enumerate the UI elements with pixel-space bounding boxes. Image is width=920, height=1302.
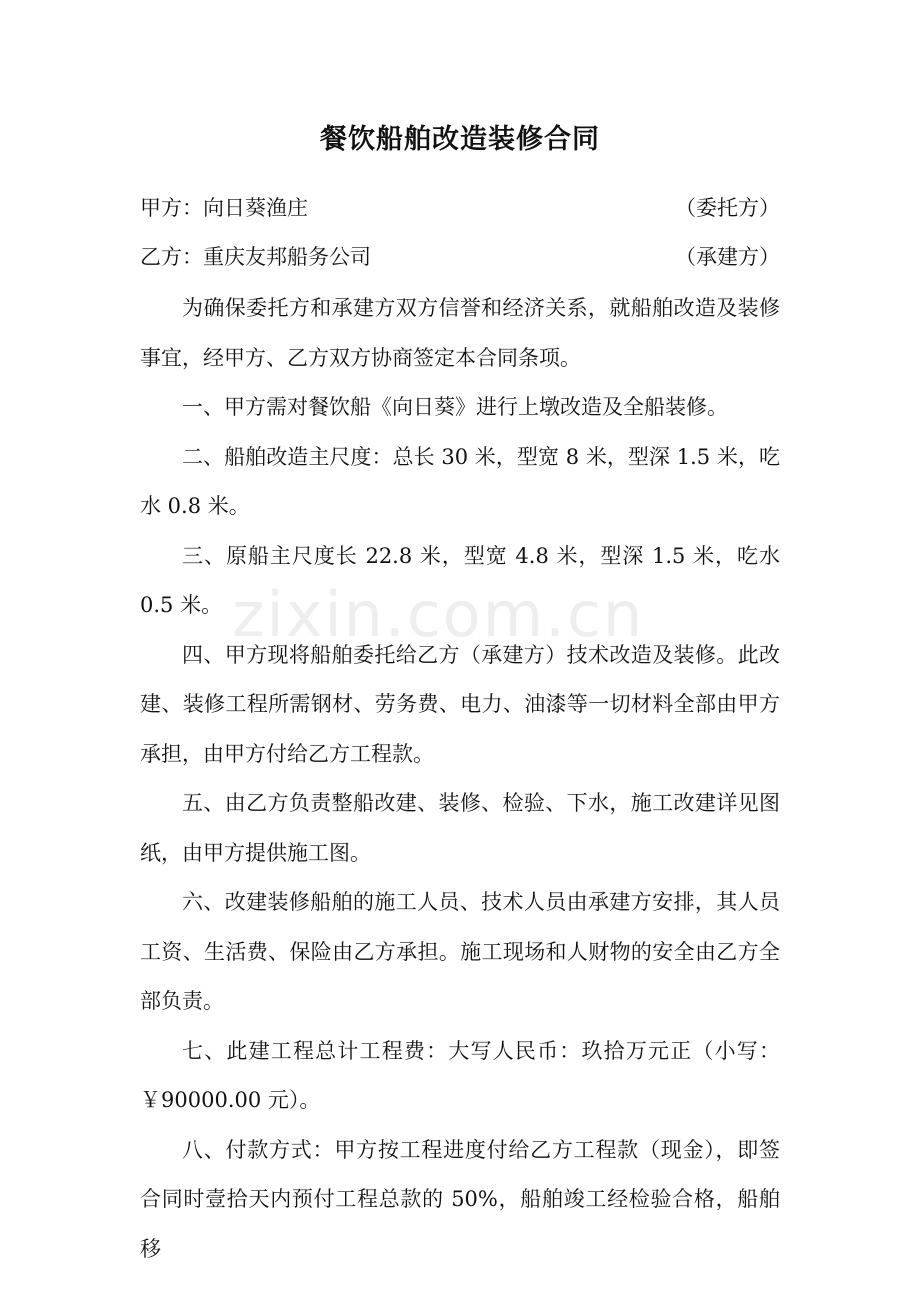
watermark: zixin.com.cn [232,578,645,651]
party-b-line [140,235,780,279]
paragraph-preamble: 为确保委托方和承建方双方信誉和经济关系，就船舶改造及装修事宜，经甲方、乙方双方协商签定本合同条项。 [140,296,780,370]
paragraph-clause-7: 七、此建工程总计工程费：大写人民币：玖拾万元正（小写：￥90000.00 元）。 [140,1038,780,1112]
paragraph-clause-5: 五、由乙方负责整船改建、装修、检验、下水，施工改建详见图纸，由甲方提供施工图。 [140,791,780,865]
paragraph-clause-3: 三、原船主尺度长 22.8 米，型宽 4.8 米，型深 1.5 米，吃水 0.5 米。 [140,543,780,617]
paragraph-clause-4: 四、甲方现将船舶委托给乙方（承建方）技术改造及装修。此改建、装修工程所需钢材、劳务费、电力、油漆等一切材料全部由甲方承担，由甲方付给乙方工程款。 [140,642,780,766]
contract-body [140,284,780,1274]
party-b-label: 乙方：重庆友邦船务公司 [140,245,371,269]
party-a-role: （委托方） [675,196,780,220]
paragraph-clause-1: 一、甲方需对餐饮船《向日葵》进行上墩改造及全船装修。 [182,395,728,419]
document-title: 餐饮船舶改造装修合同 [320,124,600,155]
paragraph-clause-8: 八、付款方式：甲方按工程进度付给乙方工程款（现金），即签合同时壹拾天内预付工程总款的 50%，船舶竣工经检验合格，船舶移 [140,1137,780,1261]
paragraph-clause-2: 二、船舶改造主尺度：总长 30 米，型宽 8 米，型深 1.5 米，吃水 0.8 米。 [140,444,780,518]
paragraph-clause-6: 六、改建装修船舶的施工人员、技术人员由承建方安排，其人员工资、生活费、保险由乙方承担。施工现场和人财物的安全由乙方全部负责。 [140,890,780,1013]
party-a-label: 甲方：向日葵渔庄 [140,196,308,220]
party-b-role: （承建方） [675,245,780,269]
party-a-line [140,186,780,230]
